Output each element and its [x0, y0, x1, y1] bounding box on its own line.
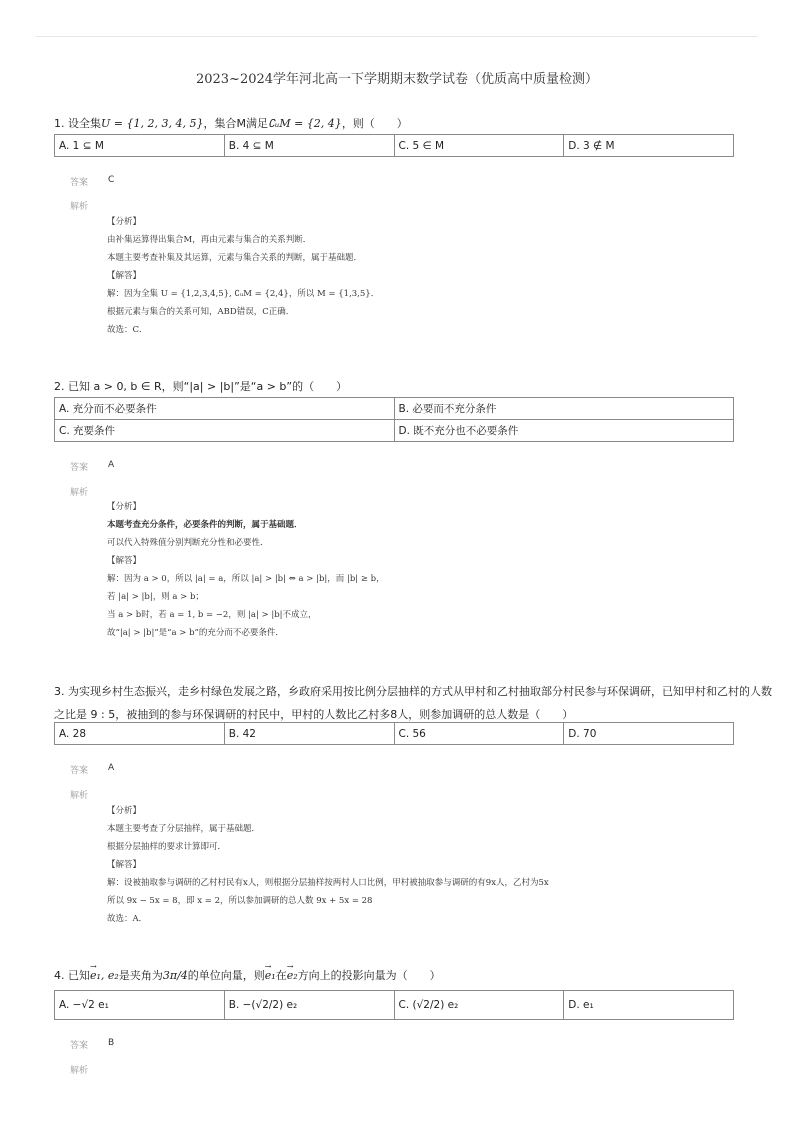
q2-analysis-line: 本题考查充分条件，必要条件的判断，属于基础题． — [107, 520, 303, 530]
q2-analysis-line: 若 |a| > |b|，则 a > b； — [107, 592, 204, 602]
q3-options-table — [54, 722, 734, 745]
q4-stem-prefix: 4. 已知 — [54, 969, 90, 982]
question-4-stem — [54, 966, 744, 985]
q3-option-b[interactable]: B. 42 — [224, 723, 394, 745]
q1-analysis-line: 由补集运算得出集合M，再由元素与集合的关系判断． — [107, 235, 312, 245]
page-title: 2023~2024学年河北高一下学期期末数学试卷（优质高中质量检测） — [195, 72, 599, 87]
q2-analysis-line: 故“|a| > |b|”是“a > b”的充分而不必要条件． — [107, 628, 284, 638]
q1-analysis-label: 解析 — [70, 202, 89, 212]
q1-analysis-line: 【分析】 — [107, 217, 142, 227]
q4-option-c[interactable]: C. (√2/2) e₂ — [394, 991, 564, 1020]
q1-analysis-line: 解：因为全集 U = {1,2,3,4,5}, ∁ᵤM = {2,4}，所以 M = {1,3,5}． — [107, 289, 380, 299]
q3-analysis-line: 【解答】 — [107, 860, 142, 870]
q3-analysis-line: 故选：A． — [107, 914, 148, 924]
q3-option-c[interactable]: C. 56 — [394, 723, 564, 745]
q4-vector-e1: → e₁ — [265, 966, 276, 985]
q1-answer-label: 答案 — [70, 178, 89, 188]
q1-option-b[interactable]: B. 4 ⊆ M — [224, 135, 394, 157]
q1-analysis-line: 【解答】 — [107, 271, 142, 281]
q2-answer-value: A — [108, 460, 115, 470]
q4-options-table — [54, 990, 734, 1020]
q3-analysis-line: 本题主要考查了分层抽样，属于基础题． — [107, 824, 261, 834]
q4-stem-end: 方向上的投影向量为（ ） — [297, 969, 441, 982]
q1-option-a[interactable]: A. 1 ⊆ M — [55, 135, 225, 157]
q4-option-b[interactable]: B. −(√2/2) e₂ — [224, 991, 394, 1020]
q2-analysis-line: 当 a > b时，若 a = 1, b = −2，则 |a| > |b|不成立， — [107, 610, 317, 620]
q2-analysis-label: 解析 — [70, 488, 89, 498]
q3-analysis-label: 解析 — [70, 791, 89, 801]
q3-analysis-line: 解：设被抽取参与调研的乙村村民有x人，则根据分层抽样按两村人口比例，甲村被抽取参与调研的有9x人，乙村为5x — [107, 878, 549, 888]
q1-stem-end: ，则（ ） — [341, 117, 408, 130]
q1-analysis-line: 根据元素与集合的关系可知，ABD错误，C正确． — [107, 307, 295, 317]
q4-option-d[interactable]: D. e₁ — [564, 991, 734, 1020]
q3-option-d[interactable]: D. 70 — [564, 723, 734, 745]
q4-option-a[interactable]: A. −√2 e₁ — [55, 991, 225, 1020]
q3-stem-line: 3. 为实现乡村生态振兴，走乡村绿色发展之路，乡政府采用按比例分层抽样的方式从甲村和乙村抽取部分村民参与环保调研，已知甲村和乙村的人数 — [54, 685, 772, 698]
q4-stem-mid3: 在 — [275, 969, 287, 982]
q1-option-d[interactable]: D. 3 ∉ M — [564, 135, 734, 157]
q2-option-b[interactable]: B. 必要而不充分条件 — [394, 398, 734, 420]
q1-option-c[interactable]: C. 5 ∈ M — [394, 135, 564, 157]
q3-analysis — [107, 802, 707, 928]
q3-answer-label: 答案 — [70, 766, 89, 776]
q1-complement-condition: ∁ᵤM = {2, 4} — [267, 117, 342, 130]
q2-analysis-line: 【分析】 — [107, 502, 142, 512]
q4-vector-e2: → e₂ — [287, 966, 298, 985]
q3-analysis-line: 所以 9x − 5x = 8，即 x = 2，所以参加调研的总人数 9x + 5x = 28 — [107, 896, 373, 906]
q3-answer-value: A — [108, 763, 115, 773]
q1-stem-mid: ，集合M满足 — [203, 117, 268, 130]
q1-options-table — [54, 134, 734, 157]
q2-option-d[interactable]: D. 既不充分也不必要条件 — [394, 420, 734, 442]
q3-stem-line: 之比是 9 : 5，被抽到的参与环保调研的村民中，甲村的人数比乙村多8人，则参加调研的总人数是（ ） — [54, 708, 574, 721]
q2-analysis-line: 可以代入特殊值分别判断充分性和必要性． — [107, 538, 269, 548]
q4-vectors: → e₁, e₂ — [90, 966, 119, 985]
q3-analysis-line: 【分析】 — [107, 806, 142, 816]
q1-analysis-line: 本题主要考查补集及其运算，元素与集合关系的判断，属于基础题． — [107, 253, 363, 263]
q3-option-a[interactable]: A. 28 — [55, 723, 225, 745]
q1-stem-prefix: 1. 设全集 — [54, 117, 101, 130]
q1-universal-set: U = {1, 2, 3, 4, 5} — [101, 117, 204, 130]
q4-analysis-label: 解析 — [70, 1066, 89, 1076]
q1-analysis — [107, 213, 707, 339]
question-3-stem — [54, 682, 772, 724]
q2-analysis-line: 【解答】 — [107, 556, 142, 566]
q2-option-a[interactable]: A. 充分而不必要条件 — [55, 398, 395, 420]
q4-answer-label: 答案 — [70, 1041, 89, 1051]
q2-analysis-line: 解：因为 a > 0，所以 |a| = a，所以 |a| > |b| ⇔ a > |b|，而 |b| ≥ b， — [107, 574, 385, 584]
q1-answer-value: C — [108, 175, 115, 185]
question-2-stem: 2. 已知 a > 0, b ∈ R，则“|a| > |b|”是“a > b”的（ ） — [54, 380, 348, 393]
q3-analysis-line: 根据分层抽样的要求计算即可． — [107, 842, 227, 852]
q2-analysis — [107, 498, 707, 642]
q2-answer-label: 答案 — [70, 463, 89, 473]
q1-analysis-line: 故选：C． — [107, 325, 148, 335]
q4-stem-mid: 是夹角为 — [118, 969, 163, 982]
q4-stem-mid2: 的单位向量，则 — [187, 969, 265, 982]
q2-options-table — [54, 397, 734, 442]
q4-answer-value: B — [108, 1038, 115, 1048]
q2-option-c[interactable]: C. 充要条件 — [55, 420, 395, 442]
question-1-stem — [54, 114, 744, 133]
q4-angle: 3π/4 — [162, 969, 188, 982]
top-divider — [36, 36, 758, 37]
